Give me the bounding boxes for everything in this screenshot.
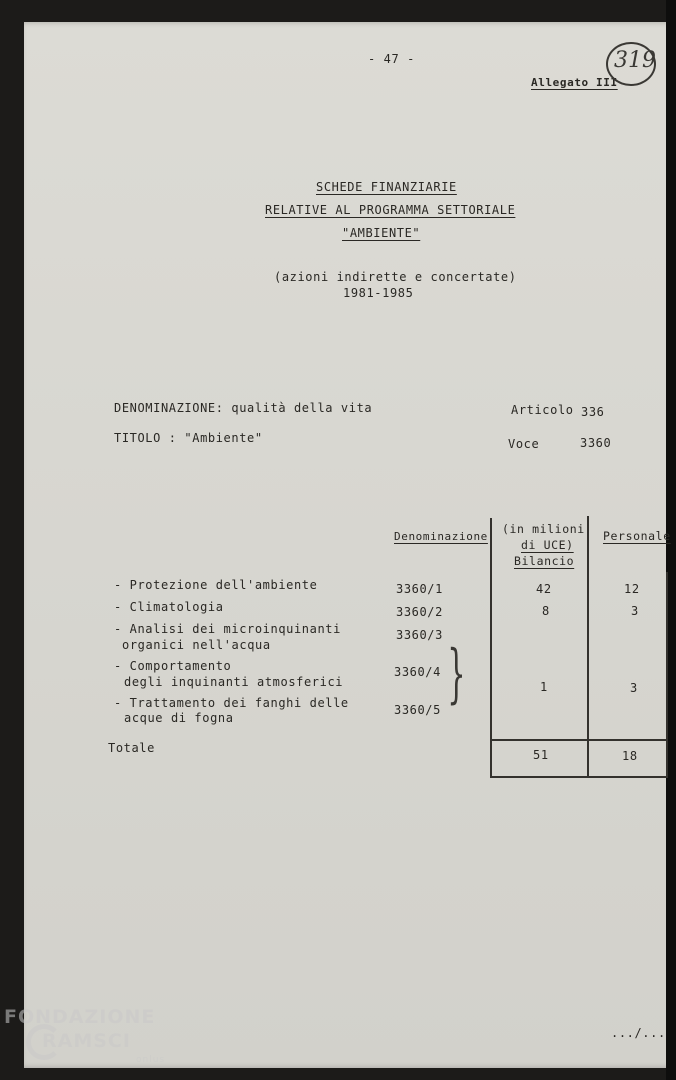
row-2-bilancio: 8 [542, 604, 550, 618]
col-denominazione-header: Denominazione [394, 530, 488, 543]
row-3-label-cont: organici nell'acqua [122, 638, 271, 652]
voce-value: 3360 [580, 436, 612, 450]
row-1-personale: 12 [624, 582, 640, 596]
col-personale-header: Personale [603, 529, 671, 543]
articolo-value: 336 [581, 405, 605, 419]
col-bilancio-header-2: di UCE) [521, 538, 574, 552]
col-bilancio-header-3: Bilancio [514, 554, 575, 568]
row-1-bilancio: 42 [536, 582, 552, 596]
row-3-label: - Analisi dei microinquinanti [114, 622, 341, 636]
subtitle: (azioni indirette e concertate) [274, 270, 517, 284]
title-line-1: SCHEDE FINANZIARIE [316, 180, 457, 194]
row-1-code: 3360/1 [396, 582, 443, 596]
continuation-mark: .../... [611, 1026, 666, 1040]
denominazione: DENOMINAZIONE: qualità della vita [114, 401, 373, 415]
row-4-personale: 3 [630, 681, 638, 695]
row-3-code: 3360/3 [396, 628, 443, 642]
annex-label: Allegato III [531, 76, 618, 89]
handwritten-number: 319 [614, 48, 656, 73]
total-personale: 18 [622, 749, 638, 763]
row-4-bilancio: 1 [540, 680, 548, 694]
row-2-label: - Climatologia [114, 600, 224, 614]
table-rule-right [666, 572, 668, 778]
row-1-label: - Protezione dell'ambiente [114, 578, 318, 592]
col-bilancio-header-1: (in milioni [502, 522, 585, 536]
total-bilancio: 51 [533, 748, 549, 762]
page-number: - 47 - [368, 52, 415, 66]
row-2-personale: 3 [631, 604, 639, 618]
title-line-2: RELATIVE AL PROGRAMMA SETTORIALE [265, 203, 516, 217]
years: 1981-1985 [343, 286, 414, 300]
watermark-line-1: FONDAZIONE [4, 1006, 156, 1028]
document-page [24, 22, 676, 1068]
row-2-code: 3360/2 [396, 605, 443, 619]
row-5-code: 3360/5 [394, 703, 441, 717]
table-rule-total-top [490, 739, 666, 741]
row-5-label: - Trattamento dei fanghi delle [114, 696, 349, 710]
watermark-line-2: RAMSCI [42, 1030, 131, 1052]
grouping-brace: } [447, 637, 466, 711]
titolo: TITOLO : "Ambiente" [114, 431, 263, 445]
row-4-code: 3360/4 [394, 665, 441, 679]
row-4-label-cont: degli inquinanti atmosferici [124, 675, 344, 689]
total-label: Totale [108, 741, 155, 755]
row-5-label-cont: acque di fogna [124, 711, 234, 725]
articolo-label: Articolo [511, 403, 574, 417]
table-rule-bottom [490, 776, 666, 778]
watermark-line-3: onlus [136, 1055, 166, 1065]
row-4-label: - Comportamento [114, 659, 232, 673]
title-line-3: "AMBIENTE" [342, 226, 421, 240]
voce-label: Voce [508, 437, 540, 451]
